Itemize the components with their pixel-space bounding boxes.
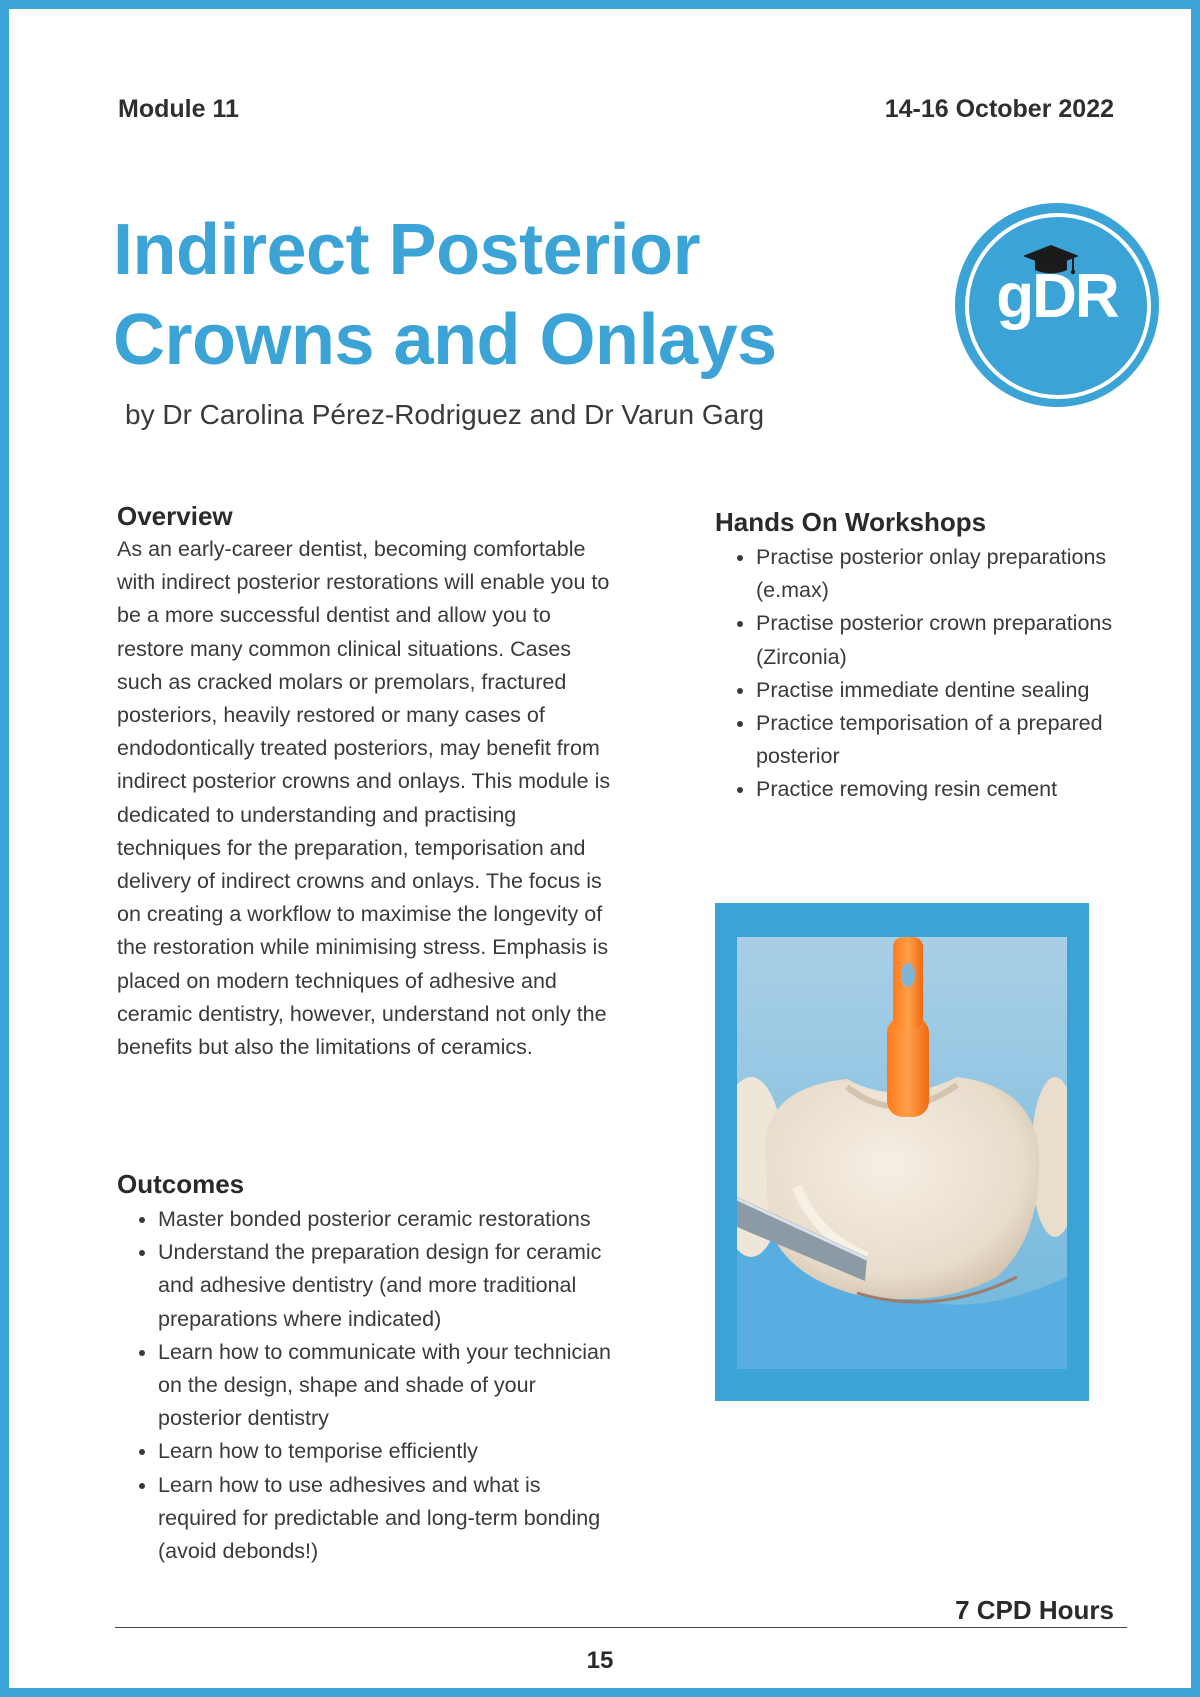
overview-text: As an early-career dentist, becoming comfortable with indirect posterior restorations will enable you to be a more successful dentist and allow you to restore many common clinical situations. Cases such as cracked molars or premolars, fractured posteriors, heavily restored or many cases of endodontically treated posteriors, may benefit from indirect posterior crowns and onlays. This module is dedicated to understanding and practising techniques for the preparation, temporisation and delivery of indirect crowns and onlays. The focus is on creating a workflow to maximise the longevity of the restoration while minimising stress. Emphasis is placed on modern techniques of adhesive and ceramic dentistry, however, understand not only the benefits but also the limitations of ceramics. [117,537,611,1060]
list-item: • Learn how to communicate with your technician on the design, shape and shade of your posterior dentistry [158,1336,617,1436]
list-item: • Master bonded posterior ceramic restorations [158,1203,617,1236]
authors-byline: by Dr Carolina Pérez-Rodriguez and Dr Varun Garg [125,399,765,430]
gdr-logo [955,203,1159,407]
page-title [113,205,777,385]
list-item: • Practice removing resin cement [756,773,1115,806]
list-item: • Practice temporisation of a prepared posterior [756,707,1115,773]
tooth-crown-photo [737,937,1067,1369]
workshops-heading: Hands On Workshops [715,507,987,537]
module-label: Module 11 [118,95,239,123]
event-date: 14-16 October 2022 [884,95,1114,123]
outcomes-list [117,1203,617,1568]
footer-divider [115,1627,1127,1628]
overview-section [117,499,617,1064]
list-item: • Practise posterior onlay preparations (e.max) [756,541,1115,607]
workshops-section [715,505,1115,807]
list-item: • Practise posterior crown preparations (Zirconia) [756,607,1115,673]
overview-heading: Overview [117,501,233,531]
cpd-hours: 7 CPD Hours [955,1595,1114,1625]
logo-text: gDR [996,262,1118,331]
list-item: • Practise immediate dentine sealing [756,674,1115,707]
list-item: • Learn how to use adhesives and what is required for predictable and long-term bonding (avoid debonds!) [158,1469,617,1569]
outcomes-section [117,1167,617,1568]
clinical-photo-frame [715,903,1089,1401]
list-item: • Learn how to temporise efficiently [158,1435,617,1468]
list-item: • Understand the preparation design for ceramic and adhesive dentistry (and more traditional preparations where indicated) [158,1236,617,1336]
page-number: 15 [586,1647,614,1674]
workshops-list [715,541,1115,807]
outcomes-heading: Outcomes [117,1169,245,1199]
title-line-1: Indirect Posterior [113,210,701,290]
title-line-2: Crowns and Onlays [113,300,777,380]
